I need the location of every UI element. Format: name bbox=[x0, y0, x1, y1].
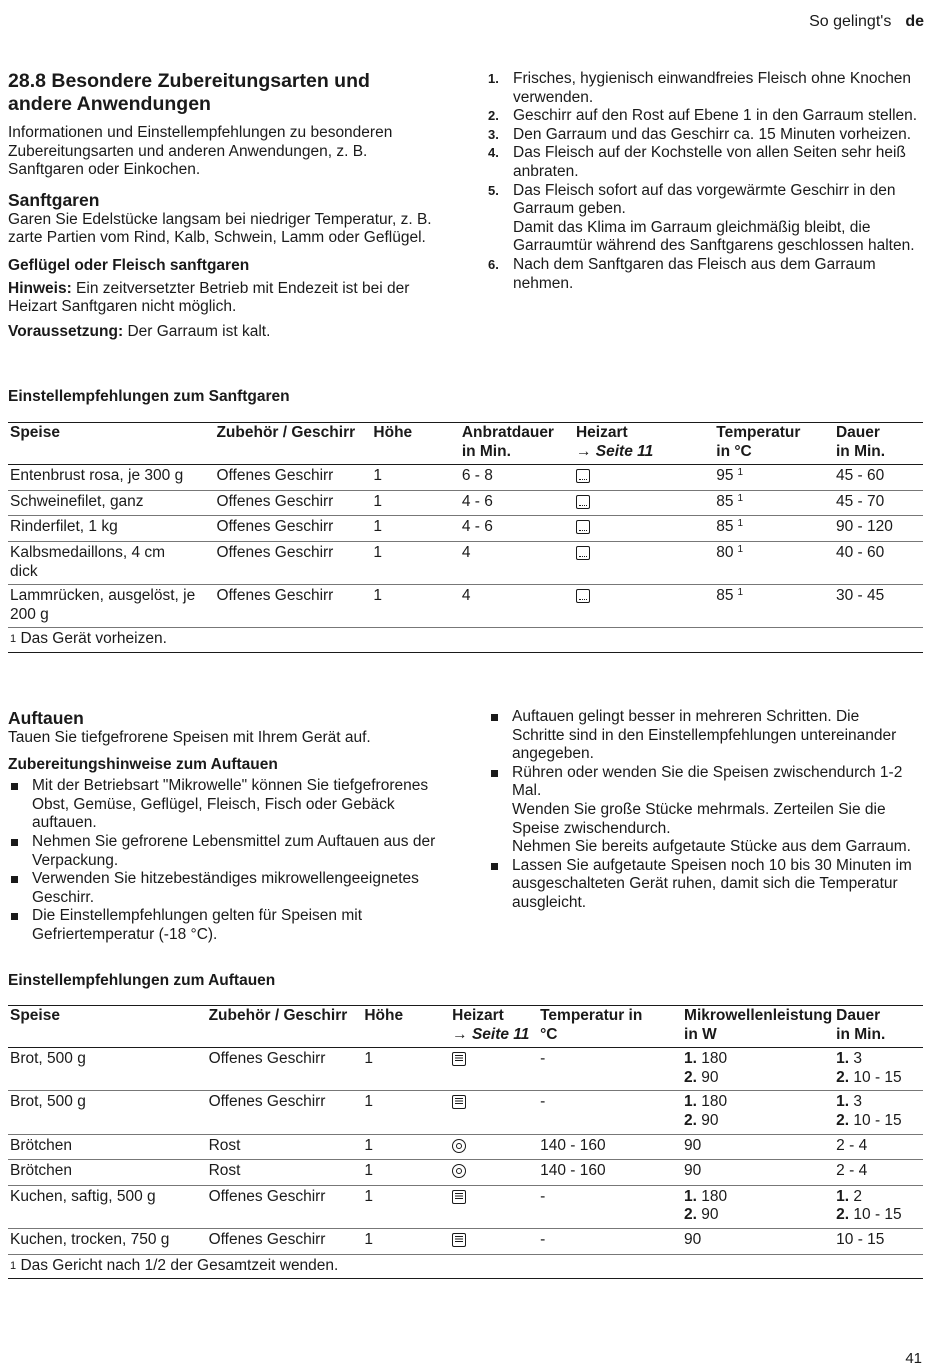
step-item: 6. Nach dem Sanftgaren das Fleisch aus dem Garraum nehmen. bbox=[488, 255, 876, 292]
page-reference-link[interactable]: → Seite 11 bbox=[575, 442, 654, 460]
hint-label: Hinweis: bbox=[8, 279, 72, 297]
requirement-paragraph bbox=[8, 323, 438, 342]
table-footnote: Das Gerät vorheizen. bbox=[20, 630, 167, 648]
table-header-row: Speise Zubehör / Geschirr Höhe Anbratdauer in Min. Heizart → Seite 11 Temperatur in °C Dauer in Min. bbox=[8, 423, 923, 465]
hint-text: Ein zeitversetzter Betrieb mit Endezeit ist bei der Heizart Sanftgaren nicht möglich. bbox=[8, 279, 410, 316]
step-item: 5. Das Fleisch sofort auf das vorgewärmte Geschirr in den Garraum geben. Damit das Klima im Garraum gleichmäßig bleibt, die Garraumtür während des Sanftgarens geschlossen halten. bbox=[488, 181, 915, 255]
hint-paragraph bbox=[8, 280, 438, 317]
requirement-label: Voraussetzung: bbox=[8, 322, 124, 340]
microwave-icon bbox=[452, 1233, 466, 1247]
table-row: Brötchen Rost 1 140 - 160 90 2 - 4 bbox=[8, 1160, 923, 1186]
auftauen-subtitle: Zubereitungshinweise zum Auftauen bbox=[8, 755, 278, 773]
sanftgaren-subtitle: Geflügel oder Fleisch sanftgaren bbox=[8, 256, 250, 274]
auftauen-title: Auftauen bbox=[8, 708, 84, 728]
header-lang: de bbox=[905, 13, 924, 30]
microwave-icon bbox=[452, 1190, 466, 1204]
hot-air-icon bbox=[452, 1164, 466, 1178]
table-row: Kalbsmedaillons, 4 cm dick Offenes Geschirr 1 4 80 $^1$ 40 - 60 bbox=[8, 541, 923, 584]
sanftgaren-table-title: Einstellempfehlungen zum Sanftgaren bbox=[8, 388, 290, 405]
sanftgaren-text: Garen Sie Edelstücke langsam bei niedriger Temperatur, z. B. zarte Partien vom Rind, Kalb, Schwein, Lamm oder Geflügel. bbox=[8, 210, 432, 247]
list-item: Auftauen gelingt besser in mehreren Schritten. Die Schritte sind in den Einstellempfehlungen untereinander angegeben. bbox=[488, 708, 913, 764]
microwave-icon bbox=[452, 1052, 466, 1066]
list-item: Nehmen Sie gefrorene Lebensmittel zum Auftauen aus der Verpackung. bbox=[8, 833, 440, 870]
table-row: Schweinefilet, ganz Offenes Geschirr 1 4 - 6 85 $^1$ 45 - 70 bbox=[8, 490, 923, 516]
step-item: 1. Frisches, hygienisch einwandfreies Fleisch ohne Knochen verwenden. bbox=[488, 70, 912, 106]
slow-cook-icon bbox=[576, 495, 590, 509]
list-item: Rühren oder wenden Sie die Speisen zwischendurch 1-2 Mal. Wenden Sie große Stücke mehrmals. Zerteilen Sie die Speise zwischendurch. Nehmen Sie bereits aufgetaute Stücke aus dem Garraum. bbox=[488, 764, 913, 857]
slow-cook-icon bbox=[576, 546, 590, 560]
list-item: Verwenden Sie hitzebeständiges mikrowellengeeignetes Geschirr. bbox=[8, 870, 440, 907]
table-row: Rinderfilet, 1 kg Offenes Geschirr 1 4 - 6 85 $^1$ 90 - 120 bbox=[8, 516, 923, 542]
step-item: 2. Geschirr auf den Rost auf Ebene 1 in den Garraum stellen. bbox=[488, 107, 918, 125]
right-column-top bbox=[488, 70, 928, 293]
auftauen-left-column bbox=[8, 708, 440, 945]
table-row: Brot, 500 g Offenes Geschirr 1 - 1. 180 2. 90 1. 3 2. 10 - 15 bbox=[8, 1048, 923, 1091]
table-footnote-row: $^1$ Das Gerät vorheizen. bbox=[8, 628, 923, 653]
auftauen-bullets-left bbox=[8, 777, 440, 944]
slow-cook-icon bbox=[576, 589, 590, 603]
step-item: 4. Das Fleisch auf der Kochstelle von allen Seiten sehr heiß anbraten. bbox=[488, 144, 906, 180]
section-title: 28.8 Besondere Zubereitungsarten und andere Anwendungen bbox=[8, 70, 370, 115]
table-row: Entenbrust rosa, je 300 g Offenes Geschirr 1 6 - 8 95 $^1$ 45 - 60 bbox=[8, 465, 923, 491]
hot-air-icon bbox=[452, 1139, 466, 1153]
step5-note: Damit das Klima im Garraum gleichmäßig bleibt, die Garraumtür während des Sanftgarens geschlossen halten. bbox=[513, 218, 915, 255]
sanftgaren-table bbox=[8, 422, 923, 653]
header-section: So gelingt's bbox=[809, 13, 892, 30]
page-number: 41 bbox=[905, 1350, 922, 1367]
slow-cook-icon bbox=[576, 469, 590, 483]
list-item: Die Einstellempfehlungen gelten für Speisen mit Gefriertemperatur (-18 °C). bbox=[8, 907, 440, 944]
auftauen-table-title: Einstellempfehlungen zum Auftauen bbox=[8, 972, 276, 989]
list-item: Lassen Sie aufgetaute Speisen noch 10 bis 30 Minuten im ausgeschalteten Gerät ruhen, damit sich die Temperatur ausgleicht. bbox=[488, 857, 913, 913]
intro-text: Informationen und Einstellempfehlungen zu besonderen Zubereitungsarten und anderen Anwendungen, z. B. Sanftgaren oder Einkochen. bbox=[8, 124, 393, 179]
table-row: Lammrücken, ausgelöst, je 200 g Offenes Geschirr 1 4 85 $^1$ 30 - 45 bbox=[8, 585, 923, 628]
auftauen-bullets-right bbox=[488, 708, 913, 913]
table-footnote: Das Gericht nach 1/2 der Gesamtzeit wenden. bbox=[20, 1256, 339, 1274]
step-item: 3. Den Garraum und das Geschirr ca. 15 Minuten vorheizen. bbox=[488, 125, 912, 143]
auftauen-table bbox=[8, 1005, 923, 1279]
list-item: Mit der Betriebsart "Mikrowelle" können Sie tiefgefrorenes Obst, Gemüse, Geflügel, Fleisch, Fisch oder Gebäck auftauen. bbox=[8, 777, 440, 833]
auftauen-text: Tauen Sie tiefgefrorene Speisen mit Ihrem Gerät auf. bbox=[8, 729, 371, 746]
requirement-text: Der Garraum ist kalt. bbox=[127, 322, 271, 340]
table-row: Kuchen, trocken, 750 g Offenes Geschirr 1 - 90 10 - 15 bbox=[8, 1228, 923, 1254]
microwave-icon bbox=[452, 1095, 466, 1109]
table-row: Brötchen Rost 1 140 - 160 90 2 - 4 bbox=[8, 1134, 923, 1160]
page-header bbox=[809, 13, 924, 32]
sanftgaren-title: Sanftgaren bbox=[8, 189, 100, 210]
steps-list bbox=[488, 70, 928, 293]
left-column-top bbox=[8, 70, 438, 341]
auftauen-right-column bbox=[488, 708, 913, 913]
table-row: Kuchen, saftig, 500 g Offenes Geschirr 1 - 1. 180 2. 90 1. 2 2. 10 - 15 bbox=[8, 1185, 923, 1228]
table-row: Brot, 500 g Offenes Geschirr 1 - 1. 180 2. 90 1. 3 2. 10 - 15 bbox=[8, 1091, 923, 1134]
page-reference-link[interactable]: → Seite 11 bbox=[452, 1025, 530, 1043]
table-footnote-row: $^1$ Das Gericht nach 1/2 der Gesamtzeit wenden. bbox=[8, 1254, 923, 1279]
table-header-row: Speise Zubehör / Geschirr Höhe Heizart → Seite 11 Temperatur in °C Mikrowellenleistung in W Dauer in Min. bbox=[8, 1006, 923, 1048]
slow-cook-icon bbox=[576, 520, 590, 534]
